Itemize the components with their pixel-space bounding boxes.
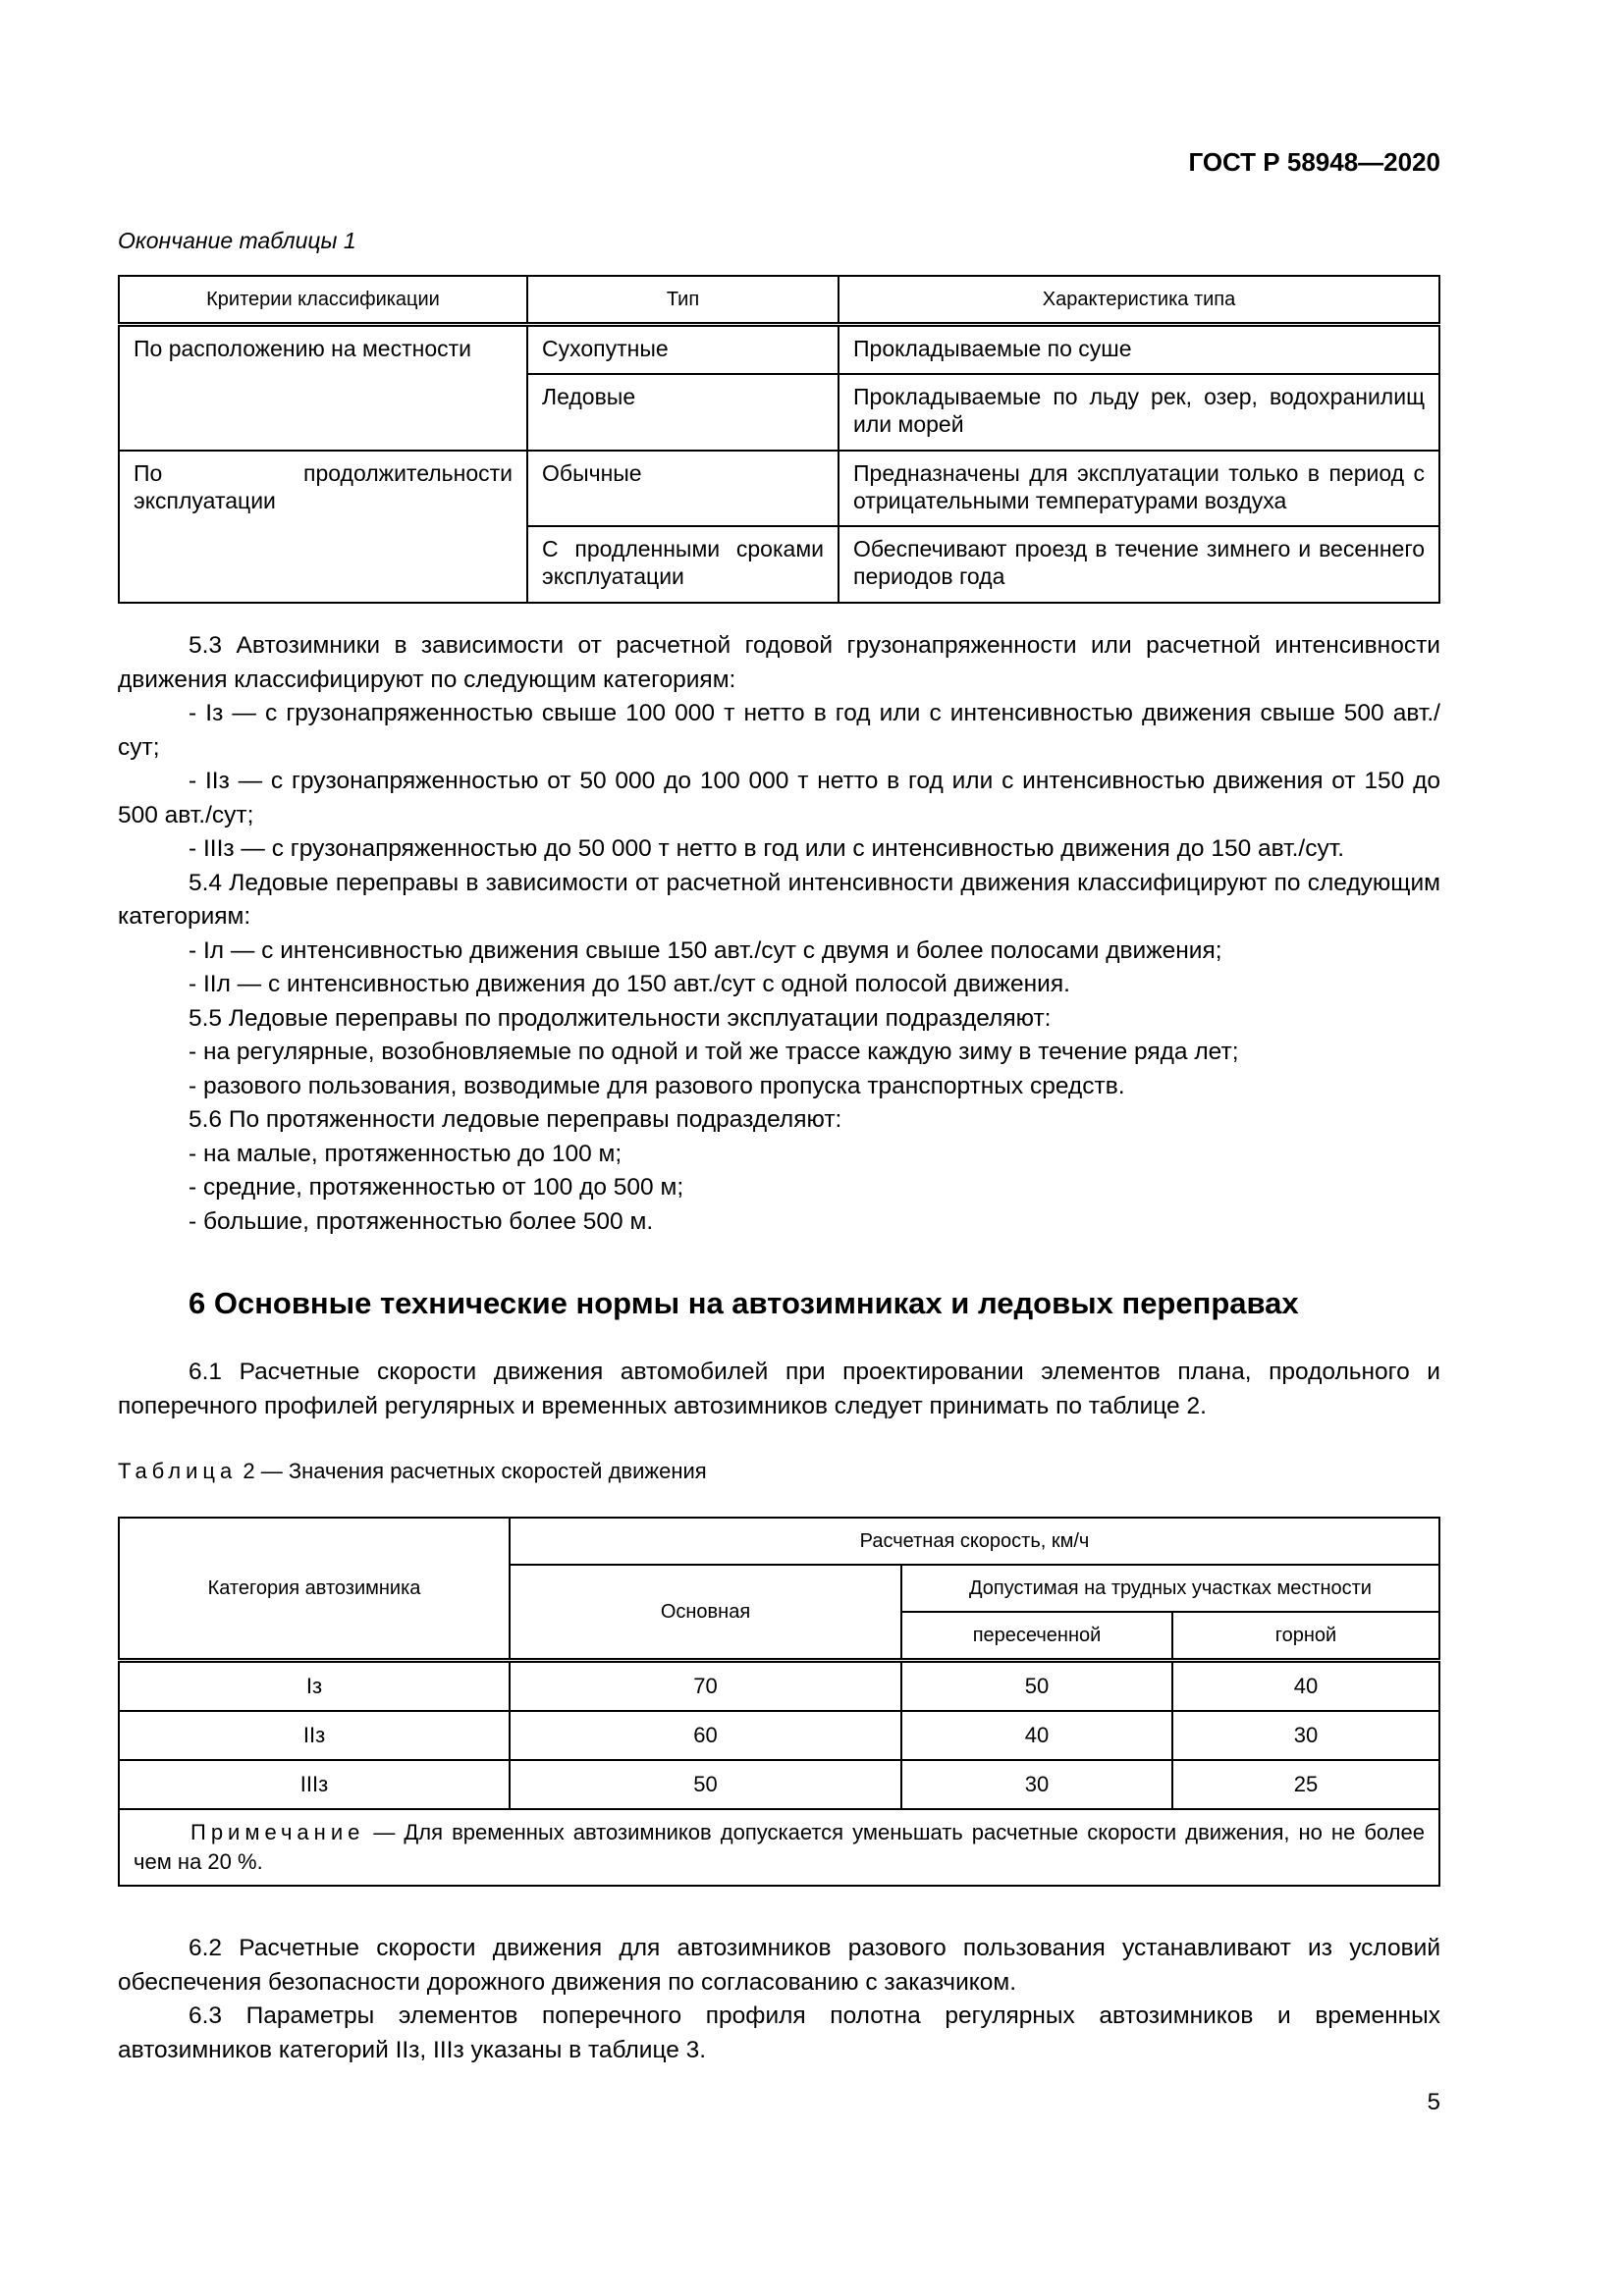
paragraph-text: 5.3 Автозимники в зависимости от расчетной годовой грузонапряженности или расчетной интенсивности движения классифицируют по следующим категориям: <box>118 632 1440 693</box>
section-5-text <box>118 629 1440 1239</box>
paragraph-text: 5.4 Ледовые переправы в зависимости от расчетной интенсивности движения классифицируют по следующим категориям: <box>118 869 1440 930</box>
cat-cell: IIз <box>119 1711 510 1760</box>
table-continuation-label: Окончание таблицы 1 <box>118 228 356 253</box>
mountain-terrain-header: горной <box>1172 1612 1439 1661</box>
type-cell: Обычные <box>527 451 839 526</box>
table-note <box>119 1809 1439 1886</box>
paragraph-text: - разового пользования, возводимые для разового пропуска транспортных средств. <box>189 1072 1125 1099</box>
table-row <box>119 325 1439 374</box>
cat-cell: Iз <box>119 1661 510 1712</box>
rough-cell: 50 <box>901 1661 1172 1712</box>
paragraph-6-1 <box>118 1356 1440 1423</box>
main-cell: 70 <box>510 1661 901 1712</box>
column-header: Характеристика типа <box>839 276 1439 325</box>
paragraph-text: - IIз — с грузонапряженностью от 50 000 до 100 000 т нетто в год или с интенсивностью движения от 150 до 500 авт./сут; <box>118 768 1440 828</box>
caption-label: Таблица <box>118 1459 238 1483</box>
desc-cell: Прокладываемые по льду рек, озер, водохранилищ или морей <box>839 374 1439 451</box>
paragraph-text: - Iл — с интенсивностью движения свыше 150 авт./сут с двумя и более полосами движения; <box>189 936 1222 964</box>
paragraph-text: 5.5 Ледовые переправы по продолжительности эксплуатации подразделяют: <box>189 1004 1052 1032</box>
main-cell: 60 <box>510 1711 901 1760</box>
paragraph-text: - Iз — с грузонапряженностью свыше 100 000 т нетто в год или с интенсивностью движения свыше 500 авт./сут; <box>118 700 1440 761</box>
table-2-caption <box>118 1459 707 1484</box>
desc-cell: Предназначены для эксплуатации только в период с отрицательными температурами воздуха <box>839 451 1439 526</box>
table-header-row <box>119 276 1439 325</box>
rough-terrain-header: пересеченной <box>901 1612 1172 1661</box>
desc-cell: Обеспечивают проезд в течение зимнего и весеннего периодов года <box>839 526 1439 603</box>
paragraph-text: 5.6 По протяженности ледовые переправы подразделяют: <box>189 1106 842 1133</box>
speed-header: Расчетная скорость, км/ч <box>510 1518 1439 1565</box>
criterion-cell: По расположению на местности <box>119 325 527 451</box>
paragraphs-6-2-6-3 <box>118 1932 1440 2067</box>
paragraph-text: - на малые, протяженностью до 100 м; <box>189 1140 623 1167</box>
main-speed-header: Основная <box>510 1565 901 1661</box>
table-row <box>119 1661 1439 1712</box>
speed-table <box>118 1517 1440 1887</box>
classification-table <box>118 275 1440 604</box>
column-header: Тип <box>527 276 839 325</box>
paragraph-text: - на регулярные, возобновляемые по одной и той же трассе каждую зиму в течение ряда лет; <box>189 1039 1239 1065</box>
type-cell: Ледовые <box>527 374 839 451</box>
category-header: Категория автозимника <box>119 1518 510 1661</box>
type-cell: Сухопутные <box>527 325 839 374</box>
page-number: 5 <box>1427 2089 1440 2115</box>
paragraph-text: 6.2 Расчетные скорости движения для автозимников разового пользования устанавливают из условий обеспечения безопасности дорожного движения по согласованию с заказчиком. <box>118 1935 1440 1996</box>
table-row <box>119 1760 1439 1809</box>
main-cell: 50 <box>510 1760 901 1809</box>
desc-cell: Прокладываемые по суше <box>839 325 1439 374</box>
note-label: Примечание <box>190 1820 365 1844</box>
caption-title: 2 — Значения расчетных скоростей движения <box>237 1459 707 1483</box>
document-id-header: ГОСТ Р 58948—2020 <box>1188 147 1440 177</box>
mountain-cell: 30 <box>1172 1711 1439 1760</box>
type-cell: С продленными сроками эксплуатации <box>527 526 839 603</box>
cat-cell: IIIз <box>119 1760 510 1809</box>
paragraph-text: 6.3 Параметры элементов поперечного профиля полотна регулярных автозимников и временных автозимников категорий IIз, IIIз указаны в таблице 3. <box>118 2002 1440 2063</box>
section-6-heading: 6 Основные технические нормы на автозимниках и ледовых переправах <box>189 1286 1299 1320</box>
paragraph-text: - большие, протяженностью более 500 м. <box>189 1207 654 1235</box>
column-header: Критерии классификации <box>119 276 527 325</box>
paragraph-text: - средние, протяженностью от 100 до 500 м; <box>189 1174 684 1201</box>
paragraph-text: 6.1 Расчетные скорости движения автомобилей при проектировании элементов плана, продольного и поперечного профилей регулярных и временных автозимников следует принимать по таблице 2. <box>118 1359 1440 1419</box>
table-row <box>119 1711 1439 1760</box>
mountain-cell: 40 <box>1172 1661 1439 1712</box>
rough-cell: 40 <box>901 1711 1172 1760</box>
mountain-cell: 25 <box>1172 1760 1439 1809</box>
note-text: — Для временных автозимников допускается уменьшать расчетные скорости движения, но не более чем на 20 %. <box>134 1820 1425 1874</box>
paragraph-text: - IIл — с интенсивностью движения до 150 авт./сут с одной полосой движения. <box>189 971 1070 997</box>
allowed-speed-header: Допустимая на трудных участках местности <box>901 1565 1439 1612</box>
paragraph-text: - IIIз — с грузонапряженностью до 50 000 т нетто в год или с интенсивностью движения до 150 авт./сут. <box>189 835 1345 862</box>
criterion-cell: По продолжительности эксплуатации <box>119 451 527 603</box>
rough-cell: 30 <box>901 1760 1172 1809</box>
table-row <box>119 451 1439 526</box>
